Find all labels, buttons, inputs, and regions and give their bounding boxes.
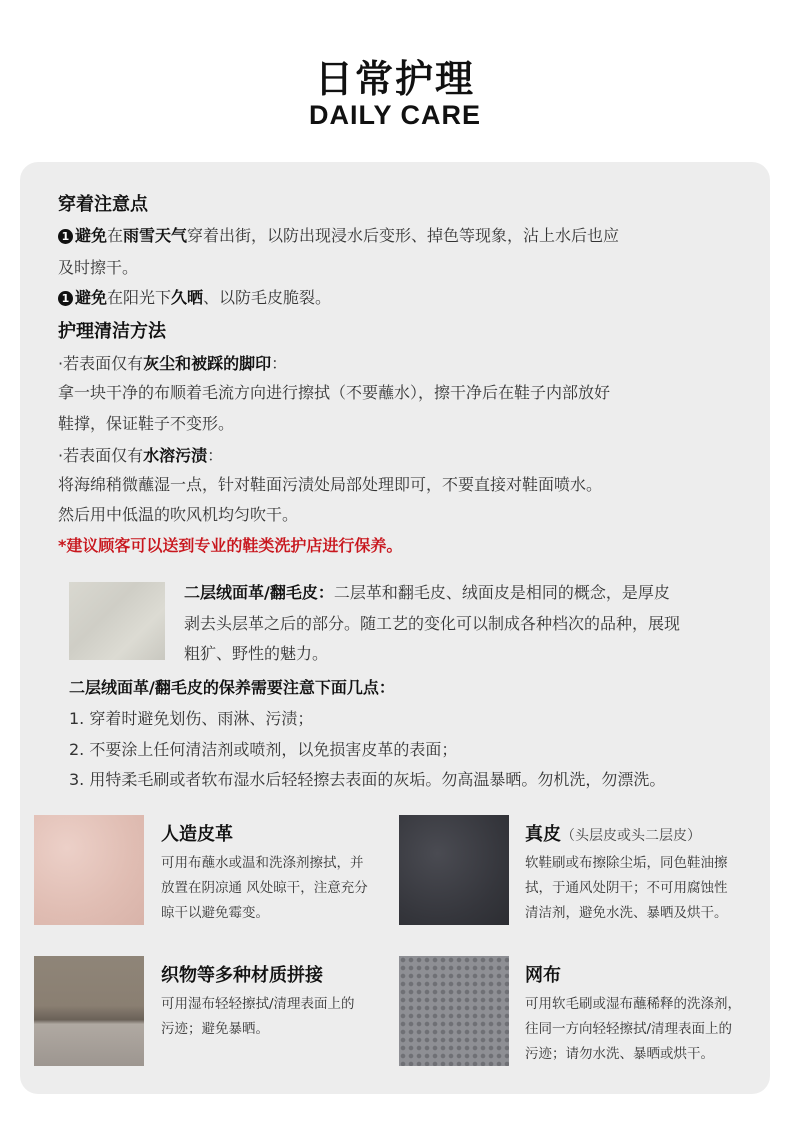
suede-desc-1: 二层革和翻毛皮、绒面皮是相同的概念，是厚皮 — [333, 583, 670, 602]
suede-desc-2: 剥去头层革之后的部分。随工艺的变化可以制成各种档次的品种，展现 — [184, 614, 681, 633]
artificial-leather-swatch — [34, 815, 144, 925]
mesh-desc-2: 往同一方向轻轻擦拭/清理表面上的 — [525, 1021, 733, 1037]
genuine-leather-desc-3: 清洁剂，避免水洗、暴晒及烘干。 — [525, 905, 728, 921]
mesh-desc-3: 污迹；请勿水洗、暴晒或烘干。 — [525, 1046, 714, 1062]
suede-point-1: 1. 穿着时避免划伤、雨淋、污渍； — [69, 709, 314, 728]
wear-item-1-a: 避免 — [75, 226, 108, 245]
artificial-leather-desc-1: 可用布蘸水或温和洗涤剂擦拭，并 — [161, 855, 364, 871]
wear-item-2-b: 在阳光下 — [107, 288, 172, 307]
bullet-1-icon: 1 — [58, 229, 73, 244]
dust-prefix: ·若表面仅有 — [58, 354, 144, 373]
artificial-leather-desc-3: 晾干以避免霉变。 — [161, 905, 269, 921]
artificial-leather-desc-2: 放置在阴凉通 风处晾干，注意充分 — [161, 880, 368, 896]
wear-item-2-c: 久晒 — [171, 288, 204, 307]
artificial-leather-title: 人造皮革 — [161, 824, 233, 845]
artificial-leather-desc — [161, 851, 401, 926]
genuine-leather-desc-2: 拭，于通风处阴干；不可用腐蚀性 — [525, 880, 728, 896]
wear-item-2-d: 、以防毛皮脆裂。 — [203, 288, 332, 307]
genuine-leather-swatch — [399, 815, 509, 925]
suede-desc-3: 粗犷、野性的魅力。 — [184, 644, 329, 663]
dust-line-2: 鞋撑，保证鞋子不变形。 — [58, 414, 235, 433]
wear-heading: 穿着注意点 — [58, 194, 148, 215]
clean-heading: 护理清洁方法 — [58, 321, 166, 342]
dust-suffix: ： — [271, 354, 288, 373]
genuine-leather-title — [525, 820, 701, 846]
page-subtitle: DAILY CARE — [308, 100, 482, 130]
fabric-title: 织物等多种材质拼接 — [161, 965, 323, 986]
bullet-2-icon: 1 — [58, 291, 73, 306]
stain-bold: 水溶污渍 — [143, 446, 208, 465]
page-title: 日常护理 — [314, 57, 475, 101]
suede-title-line — [184, 580, 670, 603]
stain-suffix: ： — [207, 446, 224, 465]
stain-line-2: 然后用中低温的吹风机均匀吹干。 — [58, 505, 299, 524]
suede-point-3: 3. 用特柔毛刷或者软布湿水后轻轻擦去表面的灰垢。勿高温暴晒。勿机洗，勿漂洗。 — [69, 770, 666, 789]
wear-item-2-a: 避免 — [75, 288, 108, 307]
fabric-desc — [161, 992, 401, 1042]
suede-care-heading: 二层绒面革/翻毛皮的保养需要注意下面几点： — [69, 678, 395, 697]
genuine-leather-subtitle: （头层皮或头二层皮） — [561, 828, 701, 844]
genuine-leather-title-main: 真皮 — [525, 824, 561, 845]
dust-line-1: 拿一块干净的布顺着毛流方向进行擦拭（不要蘸水），擦干净后在鞋子内部放好 — [58, 383, 611, 402]
wear-item-2 — [58, 285, 331, 308]
suede-title: 二层绒面革/翻毛皮： — [184, 583, 334, 602]
mesh-desc — [525, 992, 765, 1067]
wear-item-1-cont: 及时擦干。 — [58, 258, 139, 277]
wear-item-1-c: 雨雪天气 — [123, 226, 188, 245]
wear-item-1 — [58, 223, 619, 246]
fabric-desc-1: 可用湿布轻轻擦拭/清理表面上的 — [161, 996, 355, 1012]
mesh-desc-1: 可用软毛刷或湿布蘸稀释的洗涤剂， — [525, 996, 741, 1012]
wear-item-1-d: 穿着出街，以防出现浸水后变形、掉色等现象，沾上水后也应 — [187, 226, 620, 245]
dust-bold: 灰尘和被踩的脚印 — [143, 354, 272, 373]
professional-note: *建议顾客可以送到专业的鞋类洗护店进行保养。 — [58, 536, 403, 555]
care-panel — [20, 162, 770, 1094]
suede-point-2: 2. 不要涂上任何清洁剂或喷剂，以免损害皮革的表面； — [69, 740, 458, 759]
wear-item-1-b: 在 — [107, 226, 124, 245]
fabric-desc-2: 污迹；避免暴晒。 — [161, 1021, 269, 1037]
genuine-leather-desc-1: 软鞋刷或布擦除尘垢，同色鞋油擦 — [525, 855, 728, 871]
stain-label — [58, 443, 223, 466]
dust-label — [58, 351, 287, 374]
stain-line-1: 将海绵稍微蘸湿一点，针对鞋面污渍处局部处理即可，不要直接对鞋面喷水。 — [58, 475, 603, 494]
mesh-swatch — [399, 956, 509, 1066]
genuine-leather-desc — [525, 851, 765, 926]
mesh-title: 网布 — [525, 965, 561, 986]
fabric-swatch — [34, 956, 144, 1066]
suede-swatch-image — [69, 582, 165, 660]
stain-prefix: ·若表面仅有 — [58, 446, 144, 465]
